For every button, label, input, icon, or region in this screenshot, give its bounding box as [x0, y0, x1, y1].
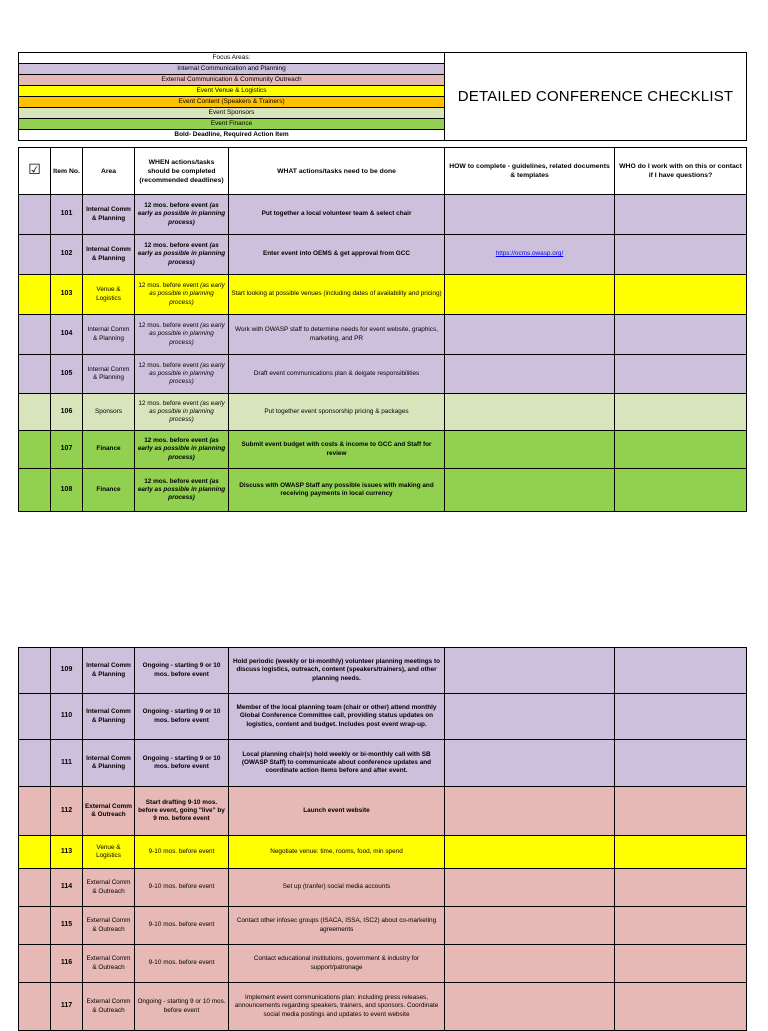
row-item-number: 105 — [51, 355, 83, 394]
legend-item-event-sponsors: Event Sponsors — [19, 108, 445, 119]
checklist-table-continued — [18, 647, 747, 1031]
row-checkbox[interactable] — [19, 469, 51, 512]
row-when-text: Ongoing - starting 9 or 10 mos. before event — [142, 708, 221, 724]
header-how: HOW to complete - guidelines, related documents & templates — [445, 148, 615, 195]
row-when-text: Start drafting 9-10 mos. before event, going "live" by 9 mo. before event — [138, 798, 225, 823]
row-who — [615, 394, 747, 431]
table-row — [19, 195, 747, 235]
legend-heading: Focus Areas: — [19, 53, 445, 64]
row-how — [445, 907, 615, 945]
row-who — [615, 907, 747, 945]
header-item-no: Item No. — [51, 148, 83, 195]
row-what: Discuss with OWASP Staff any possible issues with making and receiving payments in local currency — [229, 469, 445, 512]
row-when-note: (as early as possible in planning process) — [149, 282, 225, 306]
row-how — [445, 469, 615, 512]
row-area: Internal Comm & Planning — [83, 355, 135, 394]
row-how — [445, 869, 615, 907]
row-item-number: 116 — [51, 945, 83, 983]
row-who — [615, 740, 747, 787]
row-how — [445, 355, 615, 394]
row-when-text: 9-10 mos. before event — [148, 921, 215, 929]
row-item-number: 109 — [51, 648, 83, 694]
row-item-number: 106 — [51, 394, 83, 431]
row-when — [135, 740, 229, 787]
header-area: Area — [83, 148, 135, 195]
row-when-text: 9-10 mos. before event — [148, 883, 215, 891]
row-how — [445, 195, 615, 235]
row-what: Local planning chair(s) hold weekly or bi-monthly call with SB (OWASP Staff) to communicate about conference updates and coordinate action items before and after event. — [229, 740, 445, 787]
row-who — [615, 315, 747, 355]
row-checkbox[interactable] — [19, 694, 51, 740]
row-how — [445, 394, 615, 431]
row-who — [615, 836, 747, 869]
row-area: Internal Comm & Planning — [83, 694, 135, 740]
row-when-text: 9-10 mos. before event — [148, 959, 215, 967]
row-item-number: 114 — [51, 869, 83, 907]
row-when — [135, 275, 229, 315]
row-area: External Comm & Outreach — [83, 787, 135, 836]
row-how — [445, 694, 615, 740]
row-area: Venue & Logistics — [83, 275, 135, 315]
row-when-text: Ongoing - starting 9 or 10 mos. before event — [142, 754, 221, 770]
legend-table — [18, 52, 747, 141]
table-row — [19, 355, 747, 394]
row-checkbox[interactable] — [19, 787, 51, 836]
row-when — [135, 469, 229, 512]
row-item-number: 107 — [51, 431, 83, 469]
row-how — [445, 836, 615, 869]
table-row — [19, 869, 747, 907]
row-when-text: 12 mos. before event — [144, 242, 208, 250]
row-checkbox[interactable] — [19, 648, 51, 694]
table-row — [19, 787, 747, 836]
row-when — [135, 787, 229, 836]
row-who — [615, 275, 747, 315]
table-row — [19, 836, 747, 869]
row-who — [615, 869, 747, 907]
row-what: Submit event budget with costs & income to GCC and Staff for review — [229, 431, 445, 469]
row-when-text: 12 mos. before event — [144, 477, 208, 485]
table-row — [19, 907, 747, 945]
table-row — [19, 983, 747, 1031]
row-area: Internal Comm & Planning — [83, 648, 135, 694]
row-area: Sponsors — [83, 394, 135, 431]
row-when-note: (as early as possible in planning process) — [149, 399, 225, 424]
row-area: Finance — [83, 469, 135, 512]
row-when-text: 12 mos. before event — [138, 361, 199, 369]
row-when-text: Ongoing - starting 9 or 10 mos. before event — [137, 998, 226, 1014]
row-area: External Comm & Outreach — [83, 945, 135, 983]
row-what: Member of the local planning team (chair or other) attend monthly Global Conference Committee call, providing status updates on logistics, content and budget. Includes post event wrap-up. — [229, 694, 445, 740]
row-item-number: 101 — [51, 195, 83, 235]
ocms-link[interactable]: https://ocms.owasp.org/ — [495, 250, 564, 258]
row-how — [445, 275, 615, 315]
row-item-number: 111 — [51, 740, 83, 787]
header-who: WHO do I work with on this or contact if I have questions? — [615, 148, 747, 195]
row-who — [615, 195, 747, 235]
row-what: Negotiate venue: time, rooms, food, min spend — [229, 836, 445, 869]
page-title: DETAILED CONFERENCE CHECKLIST — [445, 53, 747, 141]
row-when-note: (as early as possible in planning process) — [137, 242, 226, 266]
row-item-number: 104 — [51, 315, 83, 355]
row-area: External Comm & Outreach — [83, 907, 135, 945]
table-row — [19, 235, 747, 275]
table-row — [19, 394, 747, 431]
legend-item-external-communication: External Communication & Community Outreach — [19, 75, 445, 86]
table-row — [19, 740, 747, 787]
table-row — [19, 945, 747, 983]
legend-item-event-content: Event Content (Speakers & Trainers) — [19, 97, 445, 108]
legend-item-venue-logistics: Event Venue & Logistics — [19, 86, 445, 97]
table-row — [19, 469, 747, 512]
row-area: External Comm & Outreach — [83, 983, 135, 1031]
row-when-note: (as early as possible in planning process) — [137, 477, 226, 502]
checkbox-header-icon[interactable]: ☑ — [19, 148, 51, 195]
row-how — [445, 315, 615, 355]
row-what: Put together event sponsorship pricing & packages — [229, 394, 445, 431]
row-checkbox[interactable] — [19, 431, 51, 469]
row-checkbox[interactable] — [19, 836, 51, 869]
checklist-table — [18, 147, 747, 512]
row-when — [135, 235, 229, 275]
row-checkbox[interactable] — [19, 907, 51, 945]
row-checkbox[interactable] — [19, 945, 51, 983]
row-what: Enter event into OEMS & get approval from GCC — [229, 235, 445, 275]
row-when — [135, 431, 229, 469]
row-checkbox[interactable] — [19, 355, 51, 394]
row-who — [615, 787, 747, 836]
row-when — [135, 315, 229, 355]
row-when-text: 12 mos. before event — [138, 322, 199, 330]
row-how — [445, 431, 615, 469]
row-what: Contact other infosec groups (ISACA, ISSA, ISC2) about co-marketing agreements — [229, 907, 445, 945]
row-when — [135, 648, 229, 694]
row-checkbox[interactable] — [19, 394, 51, 431]
row-when-text: Ongoing - starting 9 or 10 mos. before event — [142, 662, 221, 678]
row-item-number: 113 — [51, 836, 83, 869]
row-item-number: 110 — [51, 694, 83, 740]
row-item-number: 117 — [51, 983, 83, 1031]
row-area: Internal Comm & Planning — [83, 315, 135, 355]
row-area: Internal Comm & Planning — [83, 740, 135, 787]
row-how[interactable] — [445, 235, 615, 275]
row-who — [615, 694, 747, 740]
row-when-note: (as early as possible in planning process) — [137, 437, 226, 461]
legend-item-internal-communication: Internal Communication and Planning — [19, 64, 445, 75]
table-header-row — [19, 148, 747, 195]
row-what: Put together a local volunteer team & select chair — [229, 195, 445, 235]
row-checkbox[interactable] — [19, 275, 51, 315]
row-what: Hold periodic (weekly or bi-monthly) volunteer planning meetings to discuss logistics, outreach, content (speakers/trainers), and other planning needs. — [229, 648, 445, 694]
row-when — [135, 694, 229, 740]
row-what: Contact educational institutions, government & industry for support/patronage — [229, 945, 445, 983]
row-who — [615, 431, 747, 469]
row-checkbox[interactable] — [19, 315, 51, 355]
row-item-number: 102 — [51, 235, 83, 275]
row-what: Start looking at possible venues (including dates of availability and pricing) — [229, 275, 445, 315]
row-when — [135, 836, 229, 869]
row-area: External Comm & Outreach — [83, 869, 135, 907]
row-checkbox[interactable] — [19, 195, 51, 235]
row-when — [135, 907, 229, 945]
row-when-text: 12 mos. before event — [144, 437, 208, 445]
row-who — [615, 355, 747, 394]
row-item-number: 112 — [51, 787, 83, 836]
legend-item-event-finance: Event Finance — [19, 119, 445, 130]
table-row — [19, 694, 747, 740]
row-how — [445, 648, 615, 694]
row-when-text: 12 mos. before event — [138, 399, 199, 407]
row-when-text: 12 mos. before event — [144, 202, 208, 210]
row-item-number: 115 — [51, 907, 83, 945]
row-when — [135, 355, 229, 394]
row-item-number: 103 — [51, 275, 83, 315]
row-when — [135, 945, 229, 983]
table-row — [19, 431, 747, 469]
row-how — [445, 983, 615, 1031]
row-checkbox[interactable] — [19, 740, 51, 787]
legend-note: Bold- Deadline, Required Action Item — [19, 130, 445, 141]
row-how — [445, 787, 615, 836]
row-when — [135, 983, 229, 1031]
row-who — [615, 983, 747, 1031]
row-when-note: (as early as possible in planning process) — [149, 361, 225, 386]
table-row — [19, 648, 747, 694]
table-row — [19, 275, 747, 315]
row-when-text: 9-10 mos. before event — [148, 847, 215, 855]
row-when — [135, 195, 229, 235]
table-row — [19, 315, 747, 355]
row-what: Launch event website — [229, 787, 445, 836]
row-who — [615, 648, 747, 694]
row-when-note: (as early as possible in planning process) — [137, 202, 226, 226]
row-who — [615, 469, 747, 512]
row-how — [445, 945, 615, 983]
row-area: Internal Comm & Planning — [83, 195, 135, 235]
row-who — [615, 945, 747, 983]
row-what: Implement event communications plan: including press releases, announcements regarding speakers, trainers, and sponsors. Coordinate social media postings and updates to event website — [229, 983, 445, 1031]
row-what: Work with OWASP staff to determine needs for event website, graphics, marketing, and PR — [229, 315, 445, 355]
header-when: WHEN actions/tasks should be completed (recommended deadlines) — [135, 148, 229, 195]
row-who — [615, 235, 747, 275]
row-checkbox[interactable] — [19, 235, 51, 275]
header-what: WHAT actions/tasks need to be done — [229, 148, 445, 195]
row-area: Finance — [83, 431, 135, 469]
row-checkbox[interactable] — [19, 983, 51, 1031]
row-when — [135, 869, 229, 907]
row-checkbox[interactable] — [19, 869, 51, 907]
row-area: Venue & Logistics — [83, 836, 135, 869]
row-area: Internal Comm & Planning — [83, 235, 135, 275]
row-what: Draft event communications plan & deigate responsibilities — [229, 355, 445, 394]
row-when-note: (as early as possible in planning process) — [149, 322, 225, 346]
row-when-text: 12 mos. before event — [138, 282, 199, 290]
row-what: Set up (tranfer) social media accounts — [229, 869, 445, 907]
row-item-number: 108 — [51, 469, 83, 512]
row-when — [135, 394, 229, 431]
row-how — [445, 740, 615, 787]
